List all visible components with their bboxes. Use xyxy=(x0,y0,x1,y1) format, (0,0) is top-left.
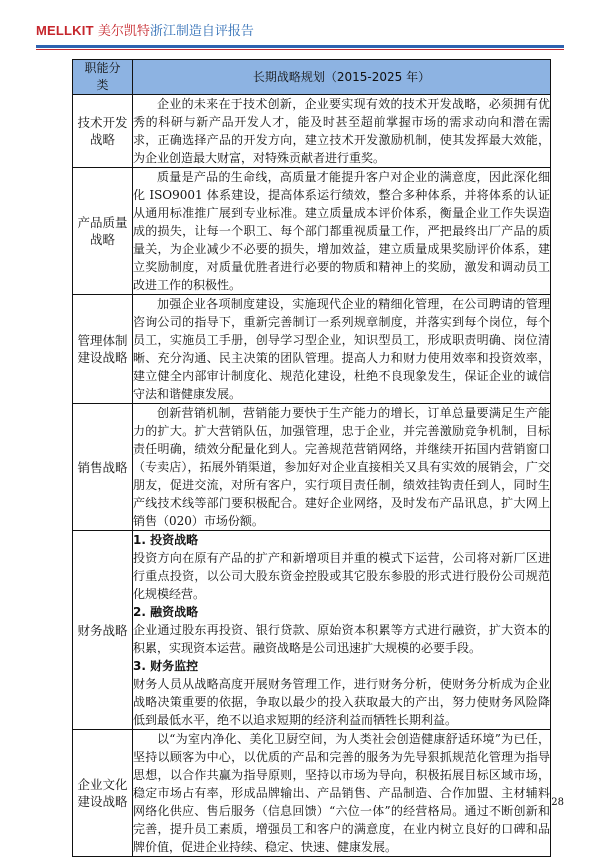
page-number: 28 xyxy=(551,797,564,808)
table-row xyxy=(73,295,551,404)
table-row xyxy=(73,531,551,730)
row-content xyxy=(133,168,551,295)
table-row xyxy=(73,95,551,168)
brand-logo-text: MELLKIT xyxy=(36,23,94,38)
row-category: 管理体制建设战略 xyxy=(73,295,133,404)
row-category: 销售战略 xyxy=(73,404,133,531)
section-text: 企业通过股东再投资、银行贷款、原始资本积累等方式进行融资，扩大资本的积累，实现资本运营。融资战略是公司迅速扩大规模的必要手段。 xyxy=(133,623,550,655)
row-category: 企业文化建设战略 xyxy=(73,730,133,857)
row-paragraph: 以“为室内净化、美化卫厨空间，为人类社会创造健康舒适环境”为已任，坚持以顾客为中心，以优质的产品和完善的服务为先导狠抓规范化管理为指导思想，以合作共赢为指导原则，坚持以市场为导向，积极拓展目标区域市场，稳定市场占有率，形成品牌输出、产品销售、产品制造、合作加盟、主材辅料网络化供应、售后服务（信息回馈）“六位一体”的经营格局。通过不断创新和完善，提升员工素质，增强员工和客户的满意度，在业内树立良好的口碑和品牌价值，促进企业持续、稳定、快速、健康发展。 xyxy=(133,732,550,854)
table-row xyxy=(73,168,551,295)
section-text: 财务人员从战略高度开展财务管理工作，进行财务分析，使财务分析成为企业战略决策重要的依据，争取以最少的投入获取最大的产出，努力使财务风险降低到最低水平，绝不以追求短期的经济利益而牺牲长期利益。 xyxy=(133,677,550,727)
strategy-table xyxy=(72,59,551,857)
row-paragraph: 质量是产品的生命线，高质量才能提升客户对企业的满意度，因此深化细化 ISO9001 体系建设，提高体系运行绩效，整合多种体系，并将体系的认证从通用标准推广展到专业标准。建立质量成本评价体系，衡量企业工作失误造成的损失，让每一个职工、每个部门都重视质量工作，严把最终出厂产品的质量关，为企业减少不必要的损失，增加效益，建立质量成果奖励评价体系，建立奖励制度，对质量优胜者进行必要的物质和精神上的奖励，激发和调动员工改进工作的积极性。 xyxy=(133,170,550,292)
section-text: 投资方向在原有产品的扩产和新增项目并重的模式下运营，公司将对新厂区进行重点投资，以公司大股东资金控股或其它股东参股的形式进行股份公司规范化规模经营。 xyxy=(133,551,550,601)
section-title: 3. 财务监控 xyxy=(133,659,199,673)
table-row xyxy=(73,730,551,857)
column-header-plan: 长期战略规划（2015-2025 年） xyxy=(133,60,551,95)
table-row xyxy=(73,404,551,531)
row-content xyxy=(133,404,551,531)
row-paragraph: 加强企业各项制度建设，实施现代企业的精细化管理，在公司聘请的管理咨询公司的指导下，重新完善制订一系列规章制度，并落实到每个岗位，每个员工，实施员工手册，创导学习型企业，知识型员工，形成职责明确、岗位清晰、充分沟通、民主决策的团队管理。提高人力和财力使用效率和投资效率，建立健全内部审计制度化、规范化建设，杜绝不良现象发生，保证企业的诚信守法和谐健康发展。 xyxy=(133,297,550,401)
row-paragraph: 企业的未来在于技术创新，企业要实现有效的技术开发战略，必须拥有优秀的科研与新产品开发人才，能及时甚至超前掌握市场的需求动向和潜在需求，正确选择产品的开发方向，建立技术开发激励机制，使其发挥最大效能，为企业创造最大财富，对特殊贡献者进行重奖。 xyxy=(133,97,550,165)
column-header-category: 职能分类 xyxy=(73,60,133,95)
section-title: 1. 投资战略 xyxy=(133,533,199,547)
row-category: 财务战略 xyxy=(73,531,133,730)
row-content xyxy=(133,730,551,857)
company-name: 美尔凯特 xyxy=(97,24,150,39)
header-rule-red xyxy=(36,49,564,50)
report-title: 浙江制造自评报告 xyxy=(149,24,254,39)
row-paragraph: 创新营销机制，营销能力要快于生产能力的增长，订单总量要满足生产能力的扩大。扩大营销队伍，加强管理，忠于企业，并完善激励竞争机制，目标责任明确，绩效分配量化到人。完善规范营销网络，并继续开拓国内营销窗口（专卖店），拓展外销渠道，参加好对企业直接相关又具有实效的展销会，广交朋友，促进交流，对所有客户，实行项目责任制，绩效挂钩责任到人，同时生产线技术线等部门要积极配合。建好企业网络，及时发布产品讯息，扩大网上销售（020）市场份额。 xyxy=(133,406,550,528)
row-content xyxy=(133,531,551,730)
row-category: 技术开发战略 xyxy=(73,95,133,168)
table-header-row xyxy=(73,60,551,95)
page-header xyxy=(36,21,564,41)
section-title: 2. 融资战略 xyxy=(133,605,199,619)
header-rule-blue xyxy=(36,45,564,48)
row-category: 产品质量战略 xyxy=(73,168,133,295)
row-content xyxy=(133,95,551,168)
row-content xyxy=(133,295,551,404)
